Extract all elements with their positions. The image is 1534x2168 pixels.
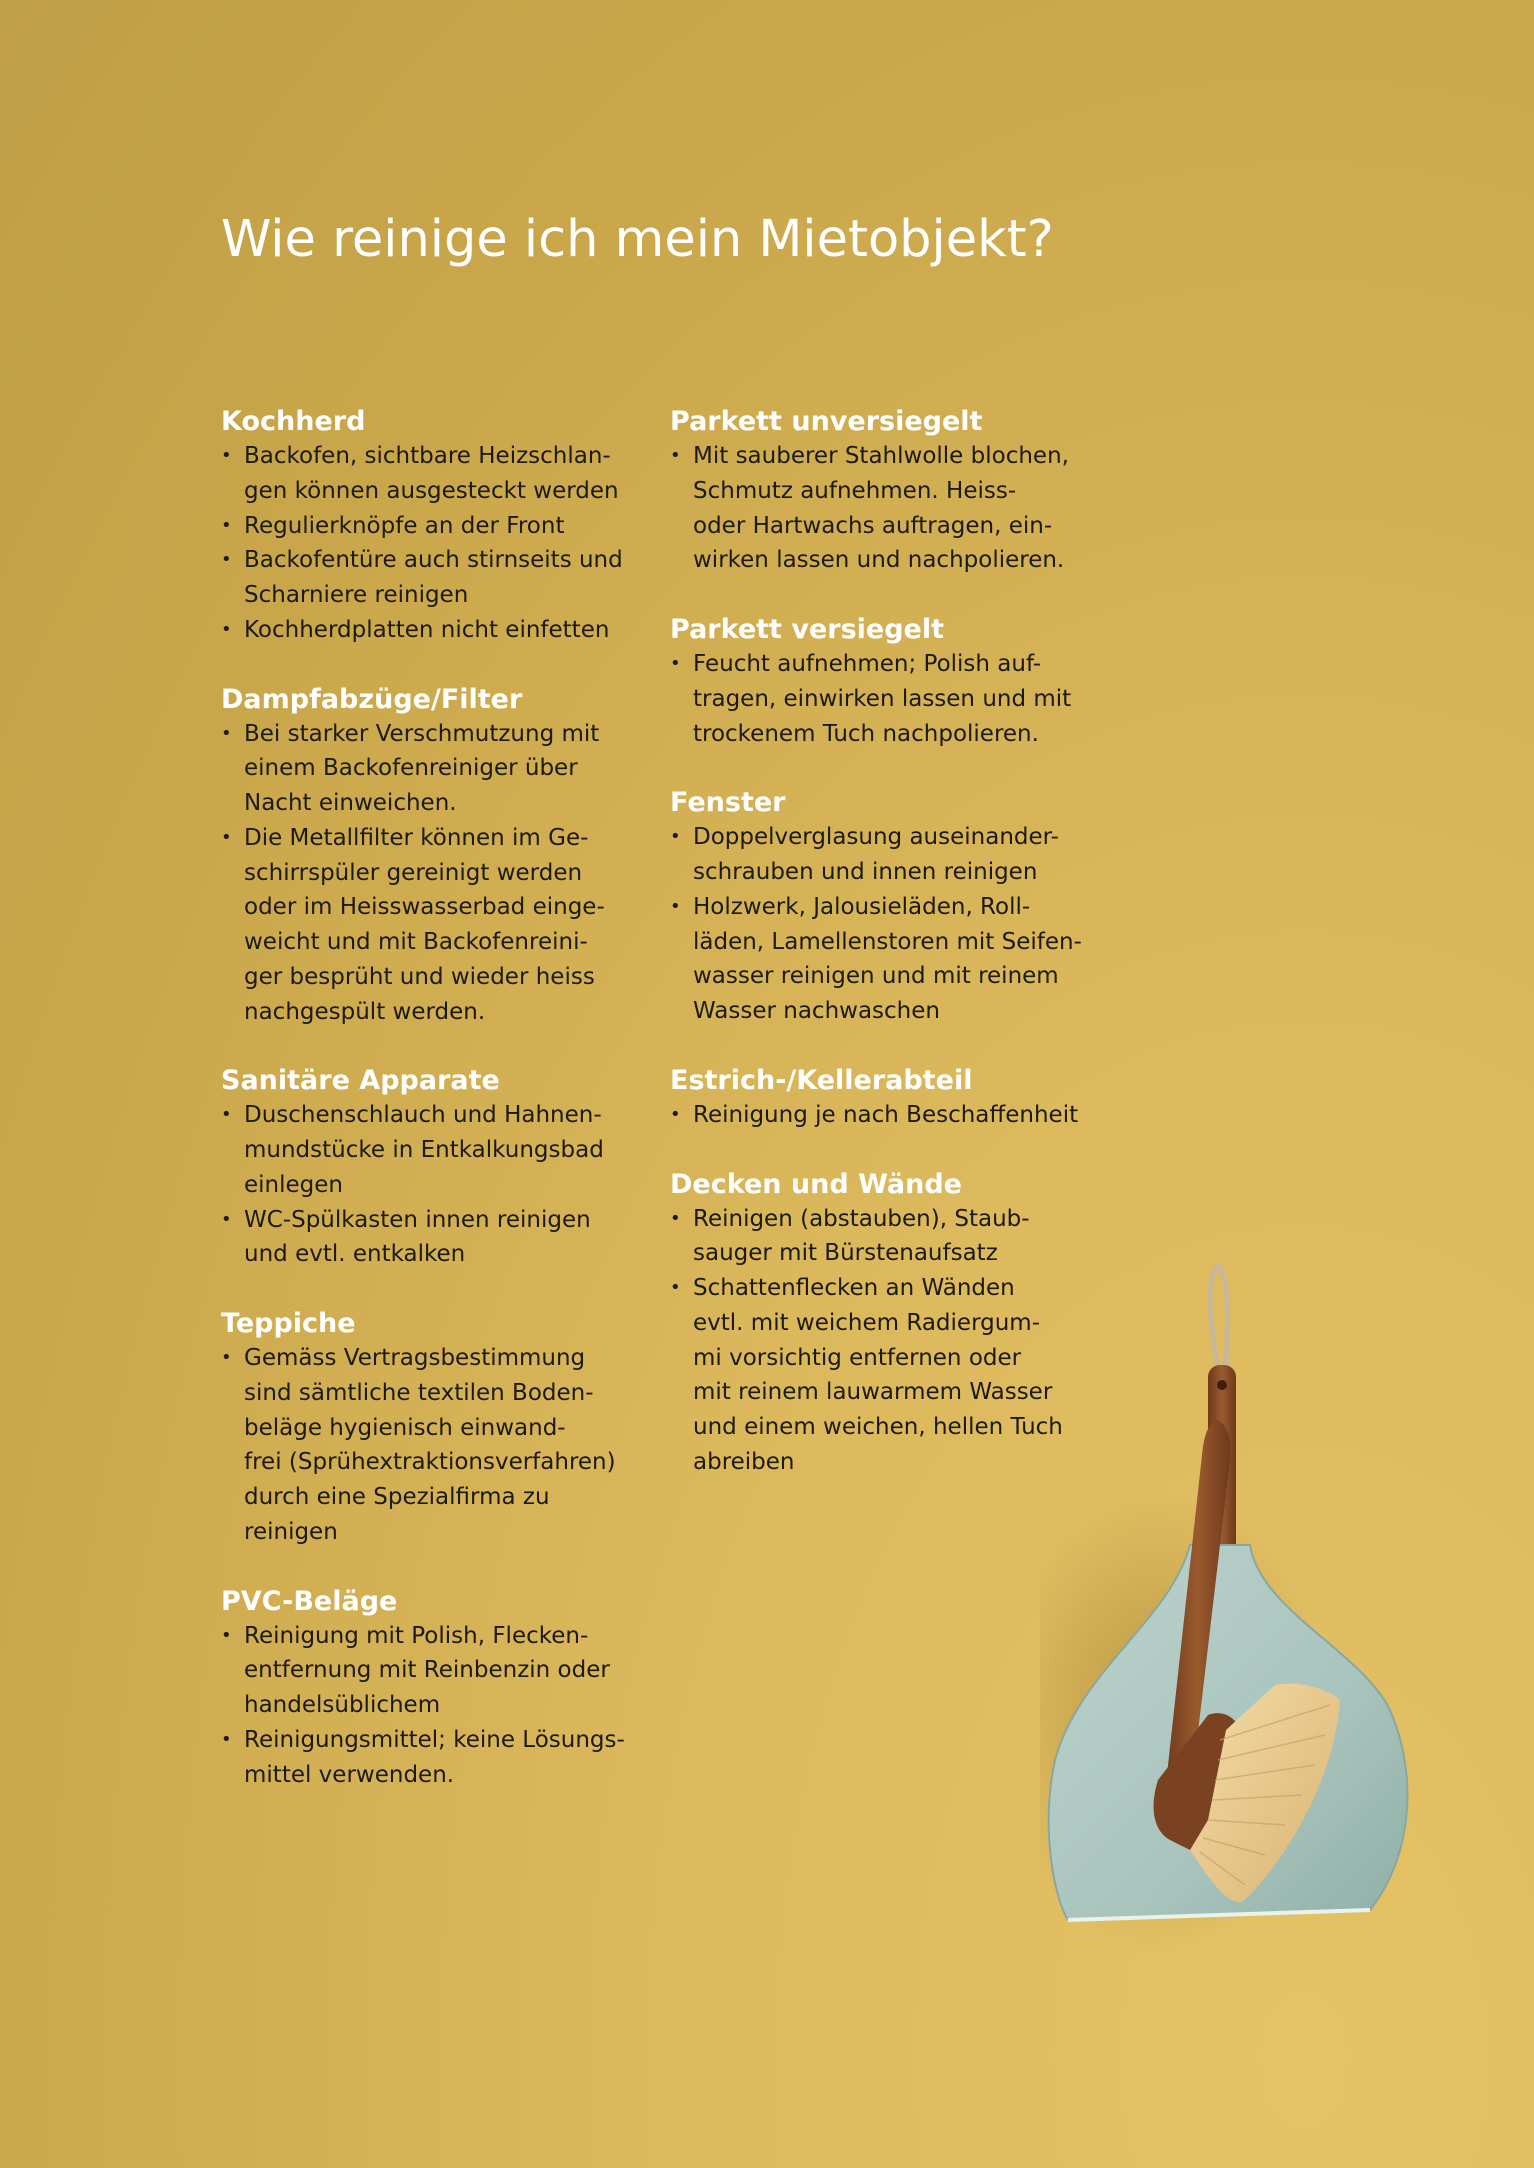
bullet-list	[221, 717, 651, 1030]
hang-hole	[1217, 1380, 1227, 1390]
bullet-list	[221, 439, 651, 648]
bullet-list	[670, 820, 1100, 1029]
list-item: • Reinigen (abstauben), Staub- sauger mit Bürstenaufsatz	[670, 1202, 1100, 1272]
bullet-list	[221, 1098, 651, 1272]
bullet-list	[670, 1202, 1100, 1480]
left-column	[221, 404, 651, 1792]
list-item: • Kochherdplatten nicht einfetten	[221, 613, 651, 648]
section-heading: PVC-Beläge	[221, 1585, 398, 1617]
bullet-list	[670, 647, 1100, 751]
section-heading: Teppiche	[221, 1308, 356, 1339]
list-item: • Backofen, sichtbare Heizschlan- gen können ausgesteckt werden	[221, 439, 651, 509]
section-heading: Dampfabzüge/Filter	[221, 683, 523, 715]
spacer	[670, 578, 1100, 612]
bullet-list	[670, 1098, 1100, 1133]
section-heading: Decken und Wände	[670, 1168, 962, 1200]
section-heading: Fenster	[670, 787, 786, 819]
spacer	[670, 1133, 1100, 1167]
section-sanitaere-apparate	[221, 1063, 651, 1272]
page-title: Wie reinige ich mein Mietobjekt?	[221, 210, 1054, 269]
spacer	[221, 648, 651, 682]
dustpan-and-brush-icon	[1040, 1260, 1460, 1950]
section-dampfabzuege	[221, 682, 651, 1030]
section-kochherd	[221, 404, 651, 648]
list-item: • Schattenflecken an Wänden evtl. mit weichem Radiergum- mi vorsichtig entfernen oder mit reinem lauwarmem Wasser und einem weichen, hellen Tuch abreiben	[670, 1271, 1100, 1480]
section-parkett-versiegelt	[670, 612, 1100, 751]
list-item: • Die Metallfilter können im Ge- schirrspüler gereinigt werden oder im Heisswasserbad einge- weicht und mit Backofenreini- ger besprüht und wieder heiss nachgespült werden.	[221, 821, 651, 1030]
section-heading: Parkett unversiegelt	[670, 406, 983, 437]
spacer	[221, 1550, 651, 1584]
section-pvc-belaege	[221, 1584, 651, 1793]
list-item: • Backofentüre auch stirnseits und Scharniere reinigen	[221, 543, 651, 613]
right-column	[670, 404, 1100, 1480]
spacer	[221, 1029, 651, 1063]
spacer	[221, 1272, 651, 1306]
section-parkett-unversiegelt	[670, 404, 1100, 578]
section-heading: Estrich-/Kellerabteil	[670, 1064, 973, 1096]
list-item: • Mit sauberer Stahlwolle blochen, Schmutz aufnehmen. Heiss- oder Hartwachs auftragen, ein- wirken lassen und nachpolieren.	[670, 439, 1100, 578]
string-loop	[1210, 1265, 1227, 1370]
list-item: • Doppelverglasung auseinander- schrauben und innen reinigen	[670, 820, 1100, 890]
section-teppiche	[221, 1306, 651, 1550]
section-heading: Sanitäre Apparate	[221, 1065, 500, 1097]
list-item: • Reinigungsmittel; keine Lösungs- mittel verwenden.	[221, 1723, 651, 1793]
section-estrich-kellerabteil	[670, 1063, 1100, 1133]
spacer	[670, 751, 1100, 785]
list-item: • Gemäss Vertragsbestimmung sind sämtliche textilen Boden- beläge hygienisch einwand- frei (Sprühextraktionsverfahren) durch eine Spezialfirma zu reinigen	[221, 1341, 651, 1550]
list-item: • Bei starker Verschmutzung mit einem Backofenreiniger über Nacht einweichen.	[221, 717, 651, 821]
list-item: • Holzwerk, Jalousieläden, Roll- läden, Lamellenstoren mit Seifen- wasser reinigen und mit reinem Wasser nachwaschen	[670, 890, 1100, 1029]
list-item: • Duschenschlauch und Hahnen- mundstücke in Entkalkungsbad einlegen	[221, 1098, 651, 1202]
list-item: • Reinigung je nach Beschaffenheit	[670, 1098, 1100, 1133]
list-item: • Feucht aufnehmen; Polish auf- tragen, einwirken lassen und mit trockenem Tuch nachpolieren.	[670, 647, 1100, 751]
bullet-list	[670, 439, 1100, 578]
bullet-list	[221, 1341, 651, 1550]
section-fenster	[670, 785, 1100, 1029]
list-item: • Reinigung mit Polish, Flecken- entfernung mit Reinbenzin oder handelsüblichem	[221, 1619, 651, 1723]
section-heading: Parkett versiegelt	[670, 614, 945, 645]
list-item: • Regulierknöpfe an der Front	[221, 509, 651, 544]
list-item: • WC-Spülkasten innen reinigen und evtl. entkalken	[221, 1203, 651, 1273]
bullet-list	[221, 1619, 651, 1793]
section-heading: Kochherd	[221, 406, 366, 437]
section-decken-und-waende	[670, 1167, 1100, 1480]
spacer	[670, 1029, 1100, 1063]
